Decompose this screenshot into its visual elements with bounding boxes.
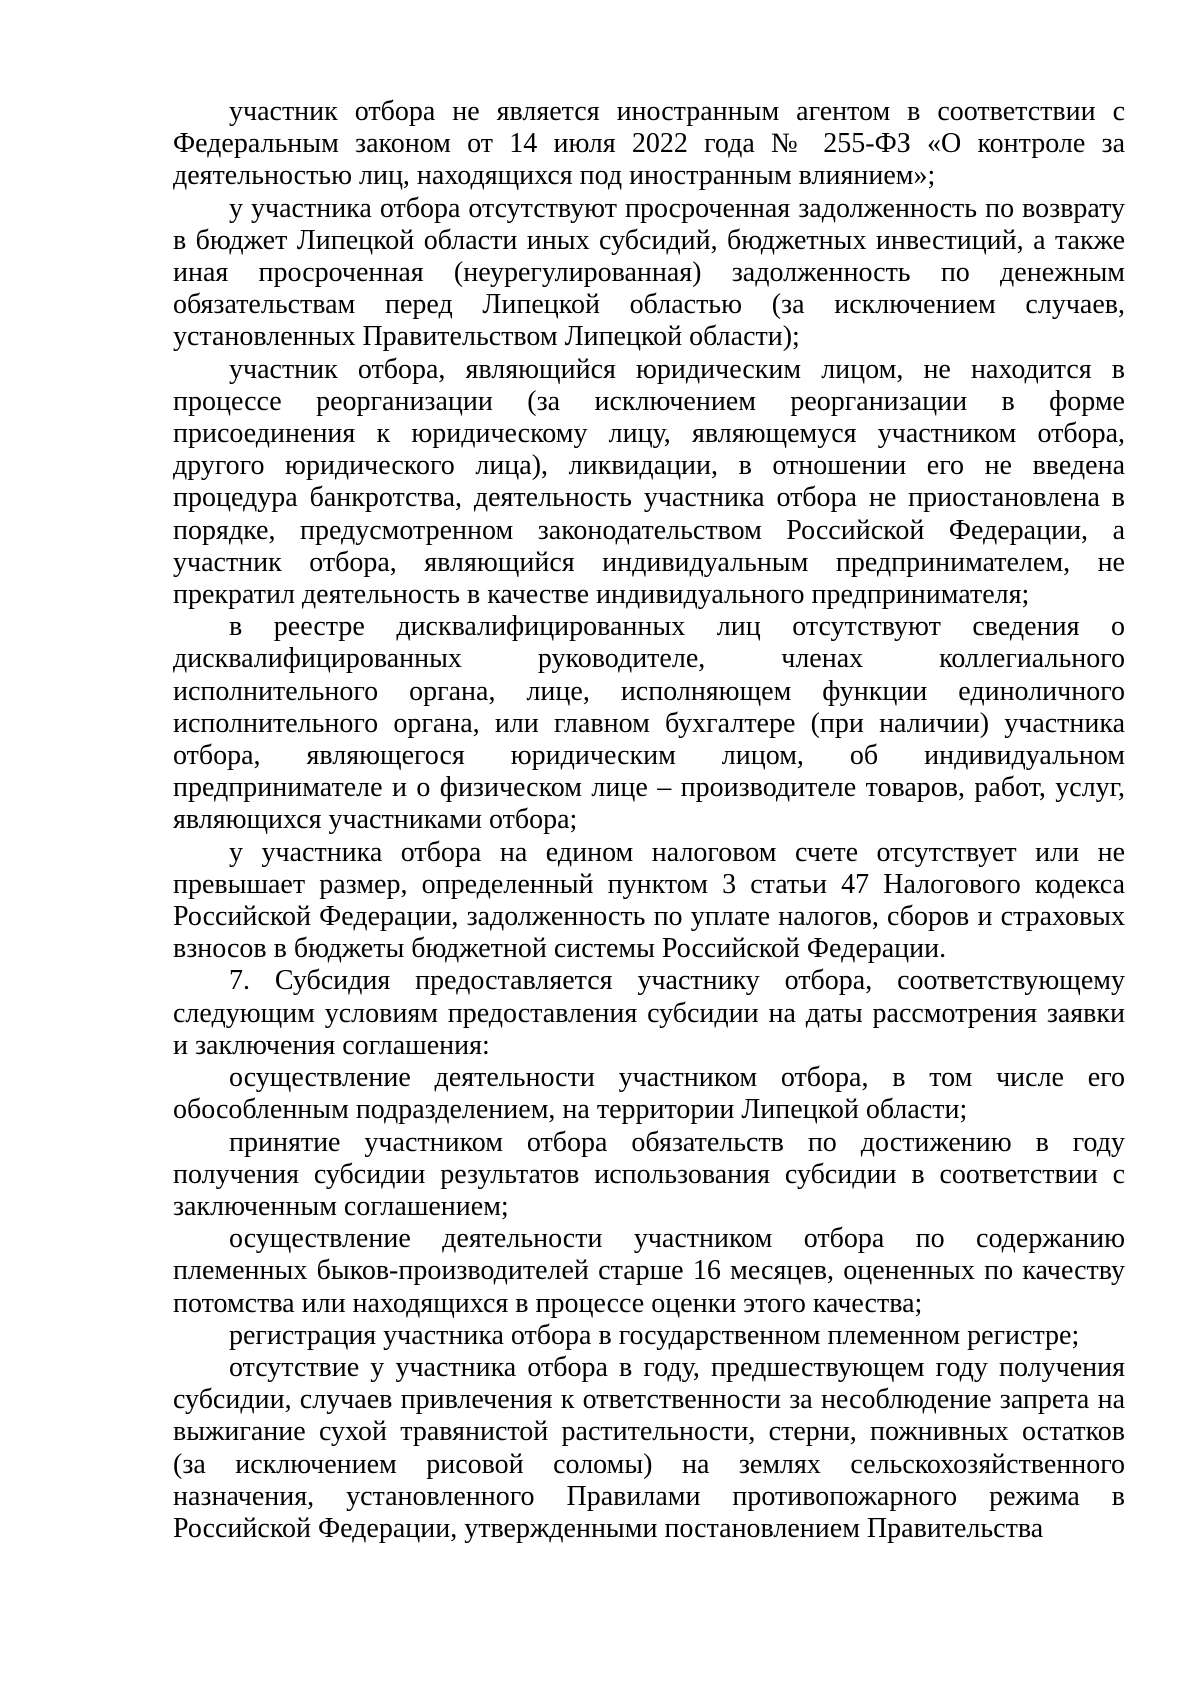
paragraph-obligations: принятие участником отбора обязательств по достижению в году получения субсидии результатов использования субсидии в соответствии с заключенным соглашением; (173, 1126, 1125, 1222)
paragraph-tax-account: у участника отбора на едином налоговом счете отсутствует или не превышает размер, определенный пунктом 3 статьи 47 Налогового кодекса Российской Федерации, задолженность по уплате налогов, сборов и страховых взносов в бюджеты бюджетной системы Российской Федерации. (173, 836, 1125, 965)
paragraph-breeding-bulls: осуществление деятельности участником отбора по содержанию племенных быков-производителей старше 16 месяцев, оцененных по качеству потомства или находящихся в процессе оценки этого качества; (173, 1223, 1125, 1319)
paragraph-overdue-debt: у участника отбора отсутствуют просроченная задолженность по возврату в бюджет Липецкой области иных субсидий, бюджетных инвестиций, а также иная просроченная (неурегулированная) задолженность по денежным обязательствам перед Липецкой областью (за исключением случаев, установленных Правительством Липецкой области); (173, 192, 1125, 353)
document-page (173, 96, 1125, 1545)
paragraph-breeding-register: регистрация участника отбора в государственном племенном регистре; (229, 1319, 1080, 1351)
paragraph-clause-7: 7. Субсидия предоставляется участнику отбора, соответствующему следующим условиям предоставления субсидии на даты рассмотрения заявки и заключения соглашения: (173, 965, 1125, 1061)
paragraph-disqualified-registry: в реестре дисквалифицированных лиц отсутствуют сведения о дисквалифицированных руководителе, членах коллегиального исполнительного органа, лице, исполняющем функции единоличного исполнительного органа, или главном бухгалтере (при наличии) участника отбора, являющегося юридическим лицом, об индивидуальном предпринимателе и о физическом лице – производителе товаров, работ, услуг, являющихся участниками отбора; (173, 611, 1125, 836)
paragraph-territory: осуществление деятельности участником отбора, в том числе его обособленным подразделением, на территории Липецкой области; (173, 1062, 1125, 1126)
paragraph-fire-regime: отсутствие у участника отбора в году, предшествующем году получения субсидии, случаев привлечения к ответственности за несоблюдение запрета на выжигание сухой травянистой растительности, стерни, пожнивных остатков (за исключением рисовой соломы) на землях сельскохозяйственного назначения, установленного Правилами противопожарного режима в Российской Федерации, утвержденными постановлением Правительства (173, 1351, 1125, 1544)
paragraph-foreign-agent: участник отбора не является иностранным агентом в соответствии с Федеральным законом от 14 июля 2022 года № 255-ФЗ «О контроле за деятельностью лиц, находящихся под иностранным влиянием»; (173, 96, 1125, 192)
paragraph-reorganization: участник отбора, являющийся юридическим лицом, не находится в процессе реорганизации (за исключением реорганизации в форме присоединения к юридическому лицу, являющемуся участником отбора, другого юридического лица), ликвидации, в отношении его не введена процедура банкротства, деятельность участника отбора не приостановлена в порядке, предусмотренном законодательством Российской Федерации, а участник отбора, являющийся индивидуальным предпринимателем, не прекратил деятельность в качестве индивидуального предпринимателя; (173, 353, 1125, 611)
